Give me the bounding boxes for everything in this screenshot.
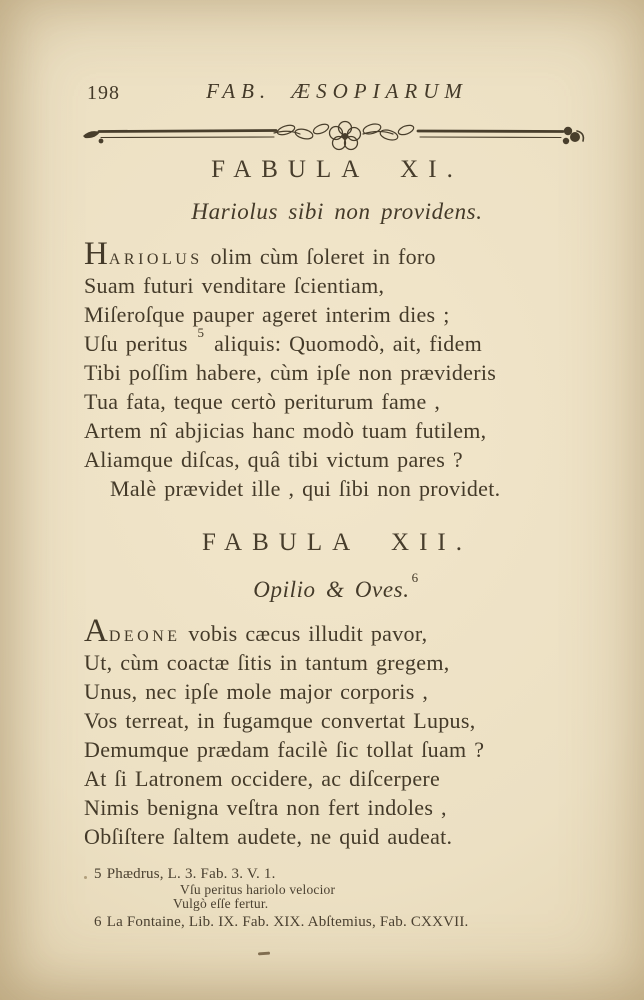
verse-line bbox=[84, 613, 590, 649]
footnote-number: 5 bbox=[94, 866, 102, 882]
subtitle-text: Opilio & Oves. bbox=[253, 577, 410, 602]
verse-text: aliquis: Quomodò, ait, fidem bbox=[206, 331, 483, 356]
running-title: FAB. ÆSOPIARUM bbox=[206, 79, 468, 103]
verse-line: Demumque prædam facilè ſic tollat ſuam ? bbox=[84, 737, 485, 762]
footnote-number: 6 bbox=[94, 914, 102, 930]
footnote-text: La Fontaine, Lib. IX. Fab. XIX. Abſtemius, Fab. CXXVII. bbox=[106, 914, 469, 930]
footnote-quote-line: Vſu peritus hariolo velocior bbox=[180, 882, 336, 897]
fable-11-heading: FABULA XI. bbox=[211, 156, 463, 183]
verse-line: Suam futuri venditare ſcientiam, bbox=[84, 273, 385, 298]
footnote-6 bbox=[94, 914, 594, 931]
verse-line: Obſiſtere ſaltem audete, ne quid audeat. bbox=[84, 824, 453, 849]
footnote-ref-6: 6 bbox=[411, 570, 419, 586]
fable-12-body bbox=[84, 613, 590, 851]
verse-line: Tua fata, teque certò periturum fame , bbox=[84, 389, 441, 414]
ornament-rule-icon bbox=[80, 119, 585, 153]
verse-line: Tibi poſſim habere, cùm ipſe non prævideris bbox=[84, 360, 497, 385]
fable-11-body bbox=[84, 236, 590, 503]
footnote-ref-5: 5 bbox=[197, 324, 205, 340]
verse-line: Unus, nec ipſe mole major corporis , bbox=[84, 679, 429, 704]
verse-line: At ſi Latronem occidere, ac diſcerpere bbox=[84, 766, 441, 791]
drop-cap: A bbox=[84, 613, 109, 649]
verse-line: Ut, cùm coactæ ſitis in tantum gregem, bbox=[84, 650, 450, 675]
verse-text: olim cùm ſoleret in foro bbox=[202, 244, 436, 269]
drop-cap: H bbox=[84, 236, 109, 272]
moral-line: Malè prævidet ille , qui ſibi non providet. bbox=[110, 476, 501, 501]
opening-small-caps: ARIOLUS bbox=[108, 251, 203, 268]
verse-line bbox=[84, 236, 590, 272]
page-header bbox=[84, 79, 590, 107]
footnote-quote-line: Vulgò eſſe fertur. bbox=[173, 895, 269, 911]
verse-line: Vos terreat, in fugamque convertat Lupus, bbox=[84, 708, 476, 733]
opening-small-caps: DEONE bbox=[108, 628, 181, 645]
ink-speck bbox=[84, 876, 87, 879]
divider-ornament bbox=[80, 119, 585, 153]
verse-line bbox=[84, 324, 590, 358]
fable-12-subtitle bbox=[84, 570, 590, 603]
verse-text: Uſu peritus bbox=[84, 331, 196, 356]
verse-line: Nimis benigna veſtra non fert indoles , bbox=[84, 795, 447, 820]
footnote-text: Phædrus, L. 3. Fab. 3. V. 1. bbox=[106, 866, 276, 882]
verse-line: Miſeroſque pauper ageret interim dies ; bbox=[84, 302, 450, 327]
fable-12-heading: FABULA XII. bbox=[202, 529, 472, 556]
ink-mark bbox=[258, 952, 270, 956]
page-number: 198 bbox=[87, 82, 120, 104]
verse-line: Aliamque diſcas, quâ tibi victum pares ? bbox=[84, 447, 463, 472]
verse-text: vobis cæcus illudit pavor, bbox=[180, 621, 428, 646]
footnote-5 bbox=[94, 866, 594, 883]
verse-line: Artem nî abjicias hanc modò tuam futilem, bbox=[84, 418, 487, 443]
fable-11-subtitle: Hariolus sibi non providens. bbox=[191, 199, 483, 224]
footnotes bbox=[94, 866, 594, 931]
